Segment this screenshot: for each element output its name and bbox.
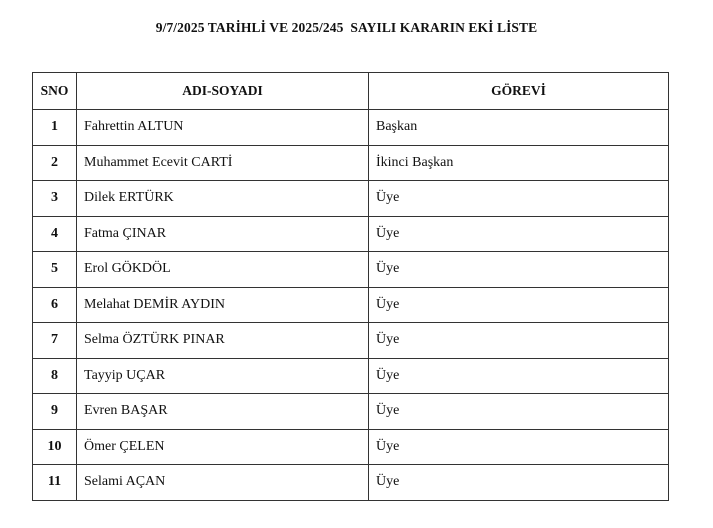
member-name: Fahrettin ALTUN [77, 110, 369, 146]
table-row [33, 110, 669, 146]
row-number: 11 [33, 465, 77, 501]
column-header-name: ADI-SOYADI [77, 73, 369, 110]
document-title: 9/7/2025 TARİHLİ VE 2025/245 SAYILI KARARIN EKİ LİSTE [155, 20, 538, 35]
table-row [33, 358, 669, 394]
member-role: Üye [369, 429, 669, 465]
table-row [33, 216, 669, 252]
member-name: Muhammet Ecevit CARTİ [77, 145, 369, 181]
column-header-sno: SNO [33, 73, 77, 110]
table-row [33, 287, 669, 323]
member-name: Erol GÖKDÖL [77, 252, 369, 288]
row-number: 5 [33, 252, 77, 288]
table-row [33, 145, 669, 181]
member-role: Başkan [369, 110, 669, 146]
member-name: Selami AÇAN [77, 465, 369, 501]
member-role: Üye [369, 323, 669, 359]
row-number: 2 [33, 145, 77, 181]
table-row [33, 394, 669, 430]
row-number: 7 [33, 323, 77, 359]
row-number: 10 [33, 429, 77, 465]
table-row [33, 252, 669, 288]
table-row [33, 181, 669, 217]
member-role: İkinci Başkan [369, 145, 669, 181]
member-name: Dilek ERTÜRK [77, 181, 369, 217]
table-row [33, 465, 669, 501]
members-table [32, 72, 669, 501]
member-name: Melahat DEMİR AYDIN [77, 287, 369, 323]
table-header [33, 73, 669, 110]
member-role: Üye [369, 252, 669, 288]
member-name: Fatma ÇINAR [77, 216, 369, 252]
row-number: 1 [33, 110, 77, 146]
column-header-role: GÖREVİ [369, 73, 669, 110]
row-number: 9 [33, 394, 77, 430]
member-role: Üye [369, 287, 669, 323]
member-name: Ömer ÇELEN [77, 429, 369, 465]
row-number: 3 [33, 181, 77, 217]
row-number: 6 [33, 287, 77, 323]
member-role: Üye [369, 181, 669, 217]
member-name: Tayyip UÇAR [77, 358, 369, 394]
member-role: Üye [369, 394, 669, 430]
member-name: Evren BAŞAR [77, 394, 369, 430]
row-number: 4 [33, 216, 77, 252]
header-row [33, 73, 669, 110]
table-row [33, 323, 669, 359]
member-role: Üye [369, 358, 669, 394]
member-role: Üye [369, 465, 669, 501]
table-row [33, 429, 669, 465]
member-role: Üye [369, 216, 669, 252]
row-number: 8 [33, 358, 77, 394]
table-body [33, 110, 669, 501]
member-name: Selma ÖZTÜRK PINAR [77, 323, 369, 359]
